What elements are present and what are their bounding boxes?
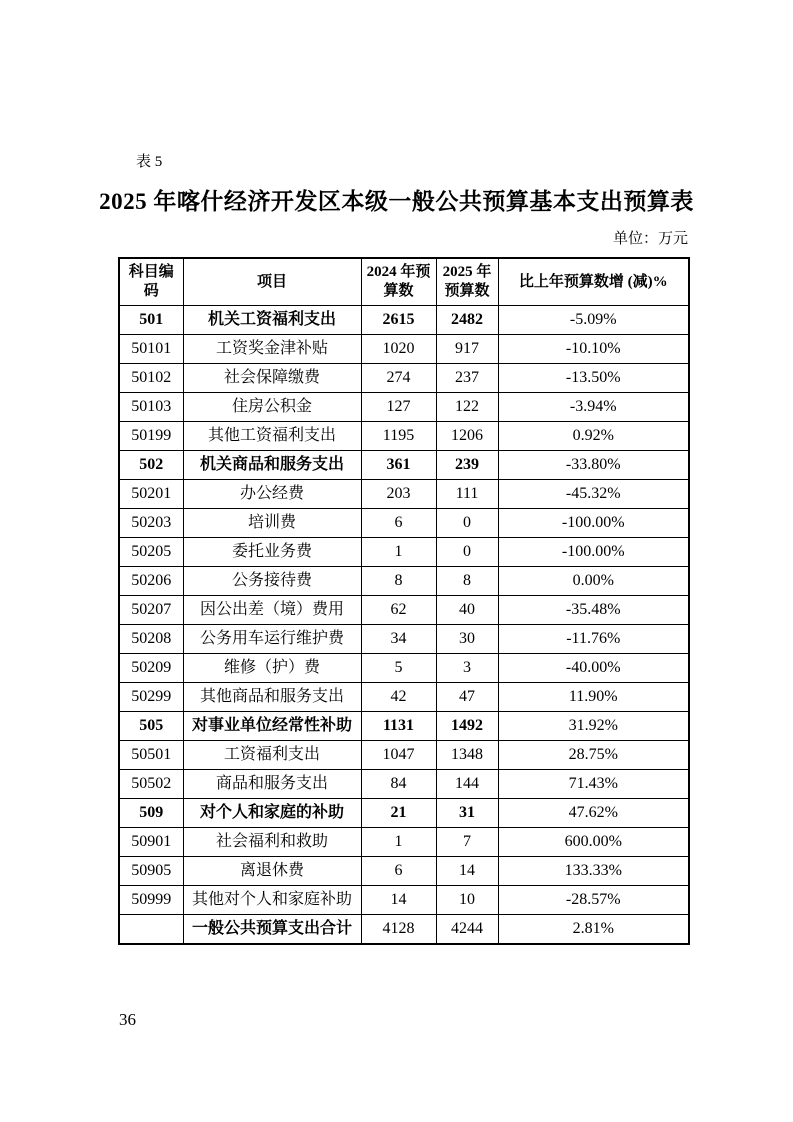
cell-y2025: 1492 bbox=[436, 712, 498, 741]
cell-y2025: 1348 bbox=[436, 741, 498, 770]
cell-item: 因公出差（境）费用 bbox=[183, 596, 361, 625]
cell-item: 对事业单位经常性补助 bbox=[183, 712, 361, 741]
header-2025-budget: 2025 年预算数 bbox=[436, 258, 498, 306]
table-row bbox=[119, 712, 689, 741]
cell-item: 工资福利支出 bbox=[183, 741, 361, 770]
table-row bbox=[119, 654, 689, 683]
cell-item: 其他工资福利支出 bbox=[183, 422, 361, 451]
cell-y2025: 40 bbox=[436, 596, 498, 625]
cell-item: 社会保障缴费 bbox=[183, 364, 361, 393]
cell-y2024: 1 bbox=[361, 828, 436, 857]
cell-code bbox=[119, 915, 183, 945]
cell-y2024: 34 bbox=[361, 625, 436, 654]
cell-pct: 71.43% bbox=[498, 770, 689, 799]
cell-pct: 47.62% bbox=[498, 799, 689, 828]
cell-y2024: 1 bbox=[361, 538, 436, 567]
table-row bbox=[119, 422, 689, 451]
cell-code: 501 bbox=[119, 306, 183, 335]
cell-code: 50208 bbox=[119, 625, 183, 654]
table-row bbox=[119, 683, 689, 712]
budget-table bbox=[118, 257, 690, 945]
cell-y2025: 111 bbox=[436, 480, 498, 509]
cell-y2024: 127 bbox=[361, 393, 436, 422]
cell-y2025: 237 bbox=[436, 364, 498, 393]
cell-code: 50103 bbox=[119, 393, 183, 422]
cell-code: 50901 bbox=[119, 828, 183, 857]
cell-y2024: 203 bbox=[361, 480, 436, 509]
table-row bbox=[119, 567, 689, 596]
cell-pct: -35.48% bbox=[498, 596, 689, 625]
cell-code: 505 bbox=[119, 712, 183, 741]
cell-y2024: 5 bbox=[361, 654, 436, 683]
cell-code: 50299 bbox=[119, 683, 183, 712]
header-pct-change: 比上年预算数增 (减)% bbox=[498, 258, 689, 306]
cell-pct: -28.57% bbox=[498, 886, 689, 915]
cell-item: 办公经费 bbox=[183, 480, 361, 509]
cell-pct: -3.94% bbox=[498, 393, 689, 422]
cell-pct: 11.90% bbox=[498, 683, 689, 712]
cell-code: 50502 bbox=[119, 770, 183, 799]
cell-pct: 0.00% bbox=[498, 567, 689, 596]
cell-item: 住房公积金 bbox=[183, 393, 361, 422]
cell-pct: 2.81% bbox=[498, 915, 689, 945]
table-row bbox=[119, 451, 689, 480]
table-number-label: 表 5 bbox=[136, 154, 163, 170]
cell-y2024: 1195 bbox=[361, 422, 436, 451]
table-row bbox=[119, 886, 689, 915]
cell-pct: -5.09% bbox=[498, 306, 689, 335]
table-row bbox=[119, 828, 689, 857]
cell-item: 维修（护）费 bbox=[183, 654, 361, 683]
cell-item: 机关商品和服务支出 bbox=[183, 451, 361, 480]
cell-y2025: 0 bbox=[436, 509, 498, 538]
cell-y2024: 1131 bbox=[361, 712, 436, 741]
cell-pct: -100.00% bbox=[498, 509, 689, 538]
cell-code: 50905 bbox=[119, 857, 183, 886]
table-row bbox=[119, 625, 689, 654]
cell-y2025: 7 bbox=[436, 828, 498, 857]
cell-item: 培训费 bbox=[183, 509, 361, 538]
cell-y2025: 4244 bbox=[436, 915, 498, 945]
cell-y2025: 239 bbox=[436, 451, 498, 480]
cell-code: 50102 bbox=[119, 364, 183, 393]
cell-pct: 31.92% bbox=[498, 712, 689, 741]
cell-code: 50205 bbox=[119, 538, 183, 567]
cell-y2024: 62 bbox=[361, 596, 436, 625]
cell-y2024: 42 bbox=[361, 683, 436, 712]
cell-item: 其他对个人和家庭补助 bbox=[183, 886, 361, 915]
cell-pct: -33.80% bbox=[498, 451, 689, 480]
cell-code: 50999 bbox=[119, 886, 183, 915]
page-number: 36 bbox=[119, 1010, 136, 1029]
cell-pct: -45.32% bbox=[498, 480, 689, 509]
cell-item: 商品和服务支出 bbox=[183, 770, 361, 799]
cell-item: 委托业务费 bbox=[183, 538, 361, 567]
cell-y2025: 10 bbox=[436, 886, 498, 915]
table-body bbox=[119, 306, 689, 945]
header-subject-code: 科目编码 bbox=[119, 258, 183, 306]
cell-pct: -40.00% bbox=[498, 654, 689, 683]
cell-y2025: 0 bbox=[436, 538, 498, 567]
cell-code: 50203 bbox=[119, 509, 183, 538]
table-row bbox=[119, 393, 689, 422]
cell-y2025: 30 bbox=[436, 625, 498, 654]
cell-pct: -100.00% bbox=[498, 538, 689, 567]
cell-y2024: 6 bbox=[361, 857, 436, 886]
cell-item: 其他商品和服务支出 bbox=[183, 683, 361, 712]
table-row bbox=[119, 857, 689, 886]
table-row bbox=[119, 915, 689, 945]
cell-code: 502 bbox=[119, 451, 183, 480]
cell-pct: 133.33% bbox=[498, 857, 689, 886]
cell-code: 509 bbox=[119, 799, 183, 828]
cell-pct: -10.10% bbox=[498, 335, 689, 364]
cell-y2025: 8 bbox=[436, 567, 498, 596]
header-item: 项目 bbox=[183, 258, 361, 306]
cell-y2024: 21 bbox=[361, 799, 436, 828]
cell-y2024: 4128 bbox=[361, 915, 436, 945]
table-row bbox=[119, 364, 689, 393]
table-row bbox=[119, 596, 689, 625]
cell-y2024: 14 bbox=[361, 886, 436, 915]
cell-pct: 0.92% bbox=[498, 422, 689, 451]
cell-y2025: 14 bbox=[436, 857, 498, 886]
cell-item: 公务用车运行维护费 bbox=[183, 625, 361, 654]
cell-pct: 600.00% bbox=[498, 828, 689, 857]
cell-y2024: 361 bbox=[361, 451, 436, 480]
table-row bbox=[119, 741, 689, 770]
cell-y2025: 917 bbox=[436, 335, 498, 364]
cell-y2024: 6 bbox=[361, 509, 436, 538]
cell-y2025: 122 bbox=[436, 393, 498, 422]
cell-y2025: 1206 bbox=[436, 422, 498, 451]
cell-y2024: 2615 bbox=[361, 306, 436, 335]
cell-y2024: 8 bbox=[361, 567, 436, 596]
table-row bbox=[119, 799, 689, 828]
cell-item: 社会福利和救助 bbox=[183, 828, 361, 857]
cell-y2024: 274 bbox=[361, 364, 436, 393]
table-row bbox=[119, 538, 689, 567]
cell-y2024: 1047 bbox=[361, 741, 436, 770]
cell-y2025: 3 bbox=[436, 654, 498, 683]
table-row bbox=[119, 480, 689, 509]
cell-code: 50206 bbox=[119, 567, 183, 596]
cell-code: 50101 bbox=[119, 335, 183, 364]
header-2024-budget: 2024 年预算数 bbox=[361, 258, 436, 306]
page-title: 2025 年喀什经济开发区本级一般公共预算基本支出预算表 bbox=[99, 189, 694, 214]
cell-item: 对个人和家庭的补助 bbox=[183, 799, 361, 828]
cell-y2025: 31 bbox=[436, 799, 498, 828]
cell-code: 50207 bbox=[119, 596, 183, 625]
cell-y2024: 1020 bbox=[361, 335, 436, 364]
cell-item: 离退休费 bbox=[183, 857, 361, 886]
cell-pct: -11.76% bbox=[498, 625, 689, 654]
cell-y2025: 2482 bbox=[436, 306, 498, 335]
cell-code: 50201 bbox=[119, 480, 183, 509]
cell-item: 公务接待费 bbox=[183, 567, 361, 596]
cell-y2025: 47 bbox=[436, 683, 498, 712]
cell-code: 50209 bbox=[119, 654, 183, 683]
table-row bbox=[119, 770, 689, 799]
table-header-row bbox=[119, 258, 689, 306]
table-row bbox=[119, 335, 689, 364]
cell-pct: -13.50% bbox=[498, 364, 689, 393]
cell-code: 50199 bbox=[119, 422, 183, 451]
cell-y2024: 84 bbox=[361, 770, 436, 799]
table-row bbox=[119, 306, 689, 335]
cell-code: 50501 bbox=[119, 741, 183, 770]
unit-label: 单位：万元 bbox=[612, 231, 688, 247]
cell-y2025: 144 bbox=[436, 770, 498, 799]
table-row bbox=[119, 509, 689, 538]
cell-item: 一般公共预算支出合计 bbox=[183, 915, 361, 945]
cell-pct: 28.75% bbox=[498, 741, 689, 770]
cell-item: 机关工资福利支出 bbox=[183, 306, 361, 335]
cell-item: 工资奖金津补贴 bbox=[183, 335, 361, 364]
